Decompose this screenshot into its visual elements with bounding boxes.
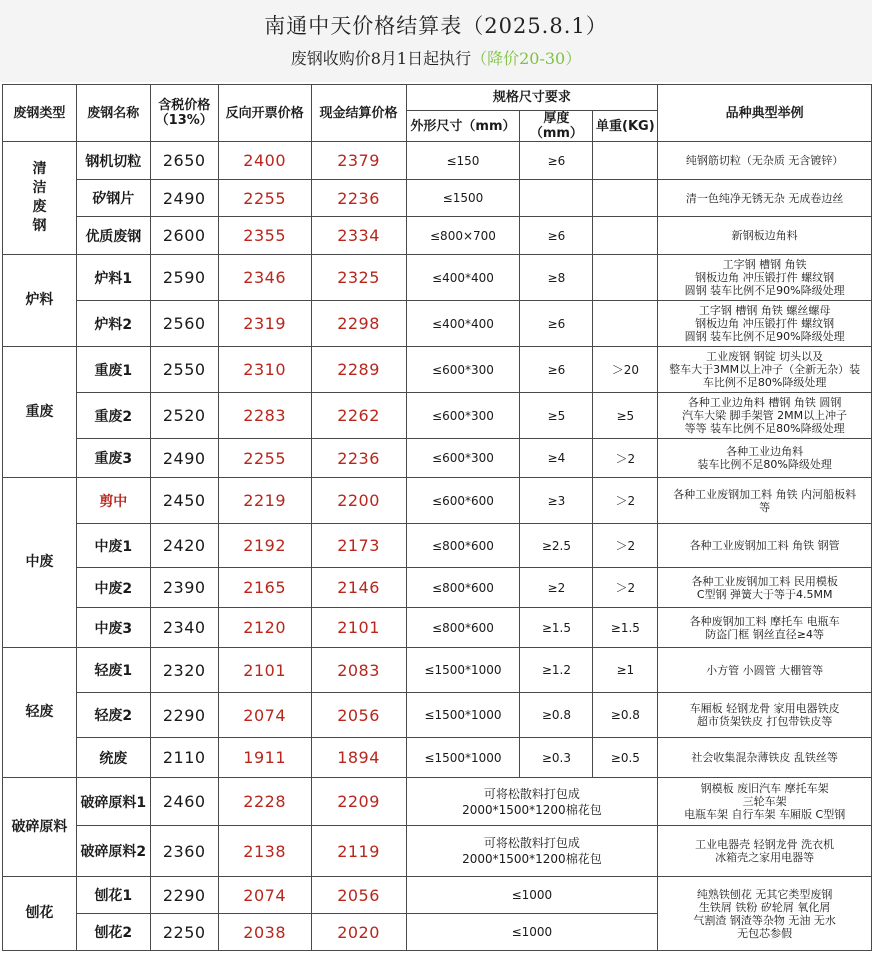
example-cell: 工业电器壳 轻钢龙骨 洗衣机 冰箱壳之家用电器等: [658, 826, 872, 877]
header-name: 废钢名称: [76, 85, 150, 142]
category-cell: 轻废: [3, 648, 77, 778]
spec-thickness: ≥4: [520, 439, 593, 478]
spec-size: ≤1500*1000: [406, 738, 520, 778]
spec-merged: 可将松散料打包成 2000*1500*1200棉花包: [406, 826, 658, 877]
spec-merged: ≤1000: [406, 914, 658, 951]
header-size: 外形尺寸（mm）: [406, 111, 520, 142]
tax-price: 2520: [150, 393, 218, 439]
spec-size: ≤800*600: [406, 524, 520, 568]
header-examples: 品种典型举例: [658, 85, 872, 142]
table-row: [3, 524, 872, 568]
tax-price: 2340: [150, 608, 218, 648]
table-header: [3, 85, 872, 142]
tax-price: 2460: [150, 778, 218, 826]
header-spec-group: 规格尺寸要求: [406, 85, 658, 111]
tax-price: 2360: [150, 826, 218, 877]
cash-price: 2056: [311, 693, 406, 738]
tax-price: 2390: [150, 568, 218, 608]
table-row: [3, 608, 872, 648]
spec-thickness: [520, 180, 593, 217]
table-row: [3, 347, 872, 393]
spec-size: ≤1500*1000: [406, 693, 520, 738]
spec-weight: [593, 142, 658, 180]
table-row: [3, 180, 872, 217]
header-weight: 单重(KG): [593, 111, 658, 142]
spec-size: ≤600*300: [406, 439, 520, 478]
spec-thickness: ≥6: [520, 347, 593, 393]
spec-weight: ≥1: [593, 648, 658, 693]
reverse-invoice-price: 2074: [218, 693, 311, 738]
table-row: [3, 142, 872, 180]
cash-price: 2119: [311, 826, 406, 877]
spec-thickness: ≥5: [520, 393, 593, 439]
spec-weight: [593, 217, 658, 255]
scrap-name: 矽钢片: [76, 180, 150, 217]
example-cell: 各种工业废钢加工料 角铁 钢管: [658, 524, 872, 568]
spec-weight: [593, 255, 658, 301]
scrap-name: 炉料2: [76, 301, 150, 347]
cash-price: 2289: [311, 347, 406, 393]
tax-price: 2450: [150, 478, 218, 524]
tax-price: 2290: [150, 877, 218, 914]
category-cell: 刨花: [3, 877, 77, 951]
spec-size: ≤800*600: [406, 568, 520, 608]
spec-thickness: ≥0.8: [520, 693, 593, 738]
example-cell: 工业废钢 钢锭 切头以及 整车大于3MM以上冲子（全新无杂）装 车比例不足80%降级处理: [658, 347, 872, 393]
example-cell: 社会收集混杂薄铁皮 乱铁丝等: [658, 738, 872, 778]
example-cell: 纯熟铁刨花 无其它类型废钢 生铁屑 铁粉 矽轮屑 氧化屑 气割渣 钢渣等杂物 无油 无水 无包芯参假: [658, 877, 872, 951]
cash-price: 2200: [311, 478, 406, 524]
header-cash: 现金结算价格: [311, 85, 406, 142]
spec-merged: ≤1000: [406, 877, 658, 914]
example-cell: 各种废钢加工料 摩托车 电瓶车 防盗门框 钢丝直径≥4等: [658, 608, 872, 648]
scrap-name: 重废1: [76, 347, 150, 393]
spec-weight: ＞2: [593, 478, 658, 524]
spec-size: ≤600*600: [406, 478, 520, 524]
spec-thickness: ≥6: [520, 142, 593, 180]
table-row: [3, 648, 872, 693]
page-subtitle: [0, 46, 872, 69]
category-cell: 清 洁 废 钢: [3, 142, 77, 255]
scrap-name: 统废: [76, 738, 150, 778]
tax-price: 2490: [150, 180, 218, 217]
cash-price: 2020: [311, 914, 406, 951]
spec-weight: ＞20: [593, 347, 658, 393]
example-cell: 工字钢 槽钢 角铁 螺丝螺母 钢板边角 冲压锻打件 螺纹钢 圆钢 装车比例不足90%降级处理: [658, 301, 872, 347]
cash-price: 2334: [311, 217, 406, 255]
table-row: [3, 301, 872, 347]
scrap-name: 炉料1: [76, 255, 150, 301]
spec-weight: ＞2: [593, 524, 658, 568]
tax-price: 2560: [150, 301, 218, 347]
reverse-invoice-price: 2138: [218, 826, 311, 877]
spec-size: ≤1500*1000: [406, 648, 520, 693]
reverse-invoice-price: 2310: [218, 347, 311, 393]
tax-price: 2490: [150, 439, 218, 478]
reverse-invoice-price: 2165: [218, 568, 311, 608]
table-row: [3, 568, 872, 608]
reverse-invoice-price: 2355: [218, 217, 311, 255]
table-row: [3, 826, 872, 877]
category-cell: 炉料: [3, 255, 77, 347]
spec-thickness: ≥6: [520, 217, 593, 255]
tax-price: 2290: [150, 693, 218, 738]
reverse-invoice-price: 2192: [218, 524, 311, 568]
example-cell: 各种工业废钢加工料 角铁 内河船板料 等: [658, 478, 872, 524]
spec-size: ≤400*400: [406, 301, 520, 347]
scrap-name: 破碎原料2: [76, 826, 150, 877]
example-cell: 车厢板 轻钢龙骨 家用电器铁皮 超市货架铁皮 打包带铁皮等: [658, 693, 872, 738]
scrap-name: 轻废2: [76, 693, 150, 738]
scrap-name: 破碎原料1: [76, 778, 150, 826]
category-cell: 重废: [3, 347, 77, 478]
reverse-invoice-price: 2400: [218, 142, 311, 180]
cash-price: 2056: [311, 877, 406, 914]
subtitle-highlight: （降价20-30）: [471, 49, 582, 68]
cash-price: 2298: [311, 301, 406, 347]
spec-weight: [593, 301, 658, 347]
table-row: [3, 738, 872, 778]
reverse-invoice-price: 2255: [218, 439, 311, 478]
scrap-name: 刨花2: [76, 914, 150, 951]
cash-price: 2101: [311, 608, 406, 648]
example-cell: 各种工业边角料 槽钢 角铁 圆钢 汽车大梁 脚手架管 2MM以上冲子 等等 装车比例不足80%降级处理: [658, 393, 872, 439]
table-row: [3, 439, 872, 478]
spec-size: ≤800×700: [406, 217, 520, 255]
spec-merged: 可将松散料打包成 2000*1500*1200棉花包: [406, 778, 658, 826]
table-row: [3, 778, 872, 826]
cash-price: 2083: [311, 648, 406, 693]
example-cell: 小方管 小圆管 大棚管等: [658, 648, 872, 693]
tax-price: 2250: [150, 914, 218, 951]
cash-price: 2173: [311, 524, 406, 568]
reverse-invoice-price: 2219: [218, 478, 311, 524]
table-row: [3, 693, 872, 738]
table-row: [3, 217, 872, 255]
tax-price: 2590: [150, 255, 218, 301]
spec-size: ≤800*600: [406, 608, 520, 648]
category-cell: 破碎原料: [3, 778, 77, 877]
table-row: [3, 255, 872, 301]
spec-size: ≤150: [406, 142, 520, 180]
spec-thickness: ≥2.5: [520, 524, 593, 568]
reverse-invoice-price: 2319: [218, 301, 311, 347]
tax-price: 2600: [150, 217, 218, 255]
spec-size: ≤1500: [406, 180, 520, 217]
cash-price: 2262: [311, 393, 406, 439]
spec-thickness: ≥1.2: [520, 648, 593, 693]
subtitle-text: 废钢收购价8月1日起执行: [290, 49, 472, 68]
spec-thickness: ≥3: [520, 478, 593, 524]
spec-size: ≤400*400: [406, 255, 520, 301]
header-thickness: 厚度（mm）: [520, 111, 593, 142]
page-header: [0, 0, 872, 82]
tax-price: 2320: [150, 648, 218, 693]
example-cell: 各种工业废钢加工料 民用模板 C型钢 弹簧大于等于4.5MM: [658, 568, 872, 608]
spec-weight: ≥0.8: [593, 693, 658, 738]
spec-size: ≤600*300: [406, 347, 520, 393]
spec-weight: ≥5: [593, 393, 658, 439]
category-cell: 中废: [3, 478, 77, 648]
reverse-invoice-price: 2255: [218, 180, 311, 217]
cash-price: 2325: [311, 255, 406, 301]
table-row: [3, 393, 872, 439]
reverse-invoice-price: 2346: [218, 255, 311, 301]
spec-thickness: ≥1.5: [520, 608, 593, 648]
example-cell: 清一色纯净无锈无杂 无成卷边丝: [658, 180, 872, 217]
tax-price: 2110: [150, 738, 218, 778]
reverse-invoice-price: 2038: [218, 914, 311, 951]
cash-price: 2146: [311, 568, 406, 608]
scrap-name: 刨花1: [76, 877, 150, 914]
spec-size: ≤600*300: [406, 393, 520, 439]
reverse-invoice-price: 2120: [218, 608, 311, 648]
scrap-name: 重废3: [76, 439, 150, 478]
cash-price: 2209: [311, 778, 406, 826]
scrap-name: 钢机切粒: [76, 142, 150, 180]
header-tax-price: 含税价格（13%）: [150, 85, 218, 142]
price-table: [2, 84, 872, 951]
reverse-invoice-price: 2074: [218, 877, 311, 914]
example-cell: 工字钢 槽钢 角铁 钢板边角 冲压锻打件 螺纹钢 圆钢 装车比例不足90%降级处理: [658, 255, 872, 301]
spec-weight: ≥0.5: [593, 738, 658, 778]
scrap-name: 轻废1: [76, 648, 150, 693]
cash-price: 2379: [311, 142, 406, 180]
example-cell: 新钢板边角料: [658, 217, 872, 255]
reverse-invoice-price: 2228: [218, 778, 311, 826]
spec-thickness: ≥6: [520, 301, 593, 347]
page-title: 南通中天价格结算表（2025.8.1）: [264, 14, 608, 38]
reverse-invoice-price: 2101: [218, 648, 311, 693]
reverse-invoice-price: 1911: [218, 738, 311, 778]
spec-weight: ＞2: [593, 439, 658, 478]
cash-price: 2236: [311, 439, 406, 478]
cash-price: 1894: [311, 738, 406, 778]
spec-weight: ≥1.5: [593, 608, 658, 648]
tax-price: 2420: [150, 524, 218, 568]
scrap-name: 中废1: [76, 524, 150, 568]
spec-weight: ＞2: [593, 568, 658, 608]
table-body: [3, 142, 872, 951]
scrap-name: 剪中: [76, 478, 150, 524]
scrap-name: 优质废钢: [76, 217, 150, 255]
header-reverse-invoice: 反向开票价格: [218, 85, 311, 142]
example-cell: 钢模板 废旧汽车 摩托车架 三轮车架 电瓶车架 自行车架 车厢版 C型钢: [658, 778, 872, 826]
reverse-invoice-price: 2283: [218, 393, 311, 439]
scrap-name: 中废2: [76, 568, 150, 608]
spec-thickness: ≥8: [520, 255, 593, 301]
cash-price: 2236: [311, 180, 406, 217]
table-row: [3, 478, 872, 524]
scrap-name: 重废2: [76, 393, 150, 439]
example-cell: 纯钢筋切粒（无杂质 无含镀锌）: [658, 142, 872, 180]
example-cell: 各种工业边角料 装车比例不足80%降级处理: [658, 439, 872, 478]
spec-weight: [593, 180, 658, 217]
scrap-name: 中废3: [76, 608, 150, 648]
header-type: 废钢类型: [3, 85, 77, 142]
spec-thickness: ≥0.3: [520, 738, 593, 778]
spec-thickness: ≥2: [520, 568, 593, 608]
tax-price: 2550: [150, 347, 218, 393]
table-row: [3, 877, 872, 914]
tax-price: 2650: [150, 142, 218, 180]
